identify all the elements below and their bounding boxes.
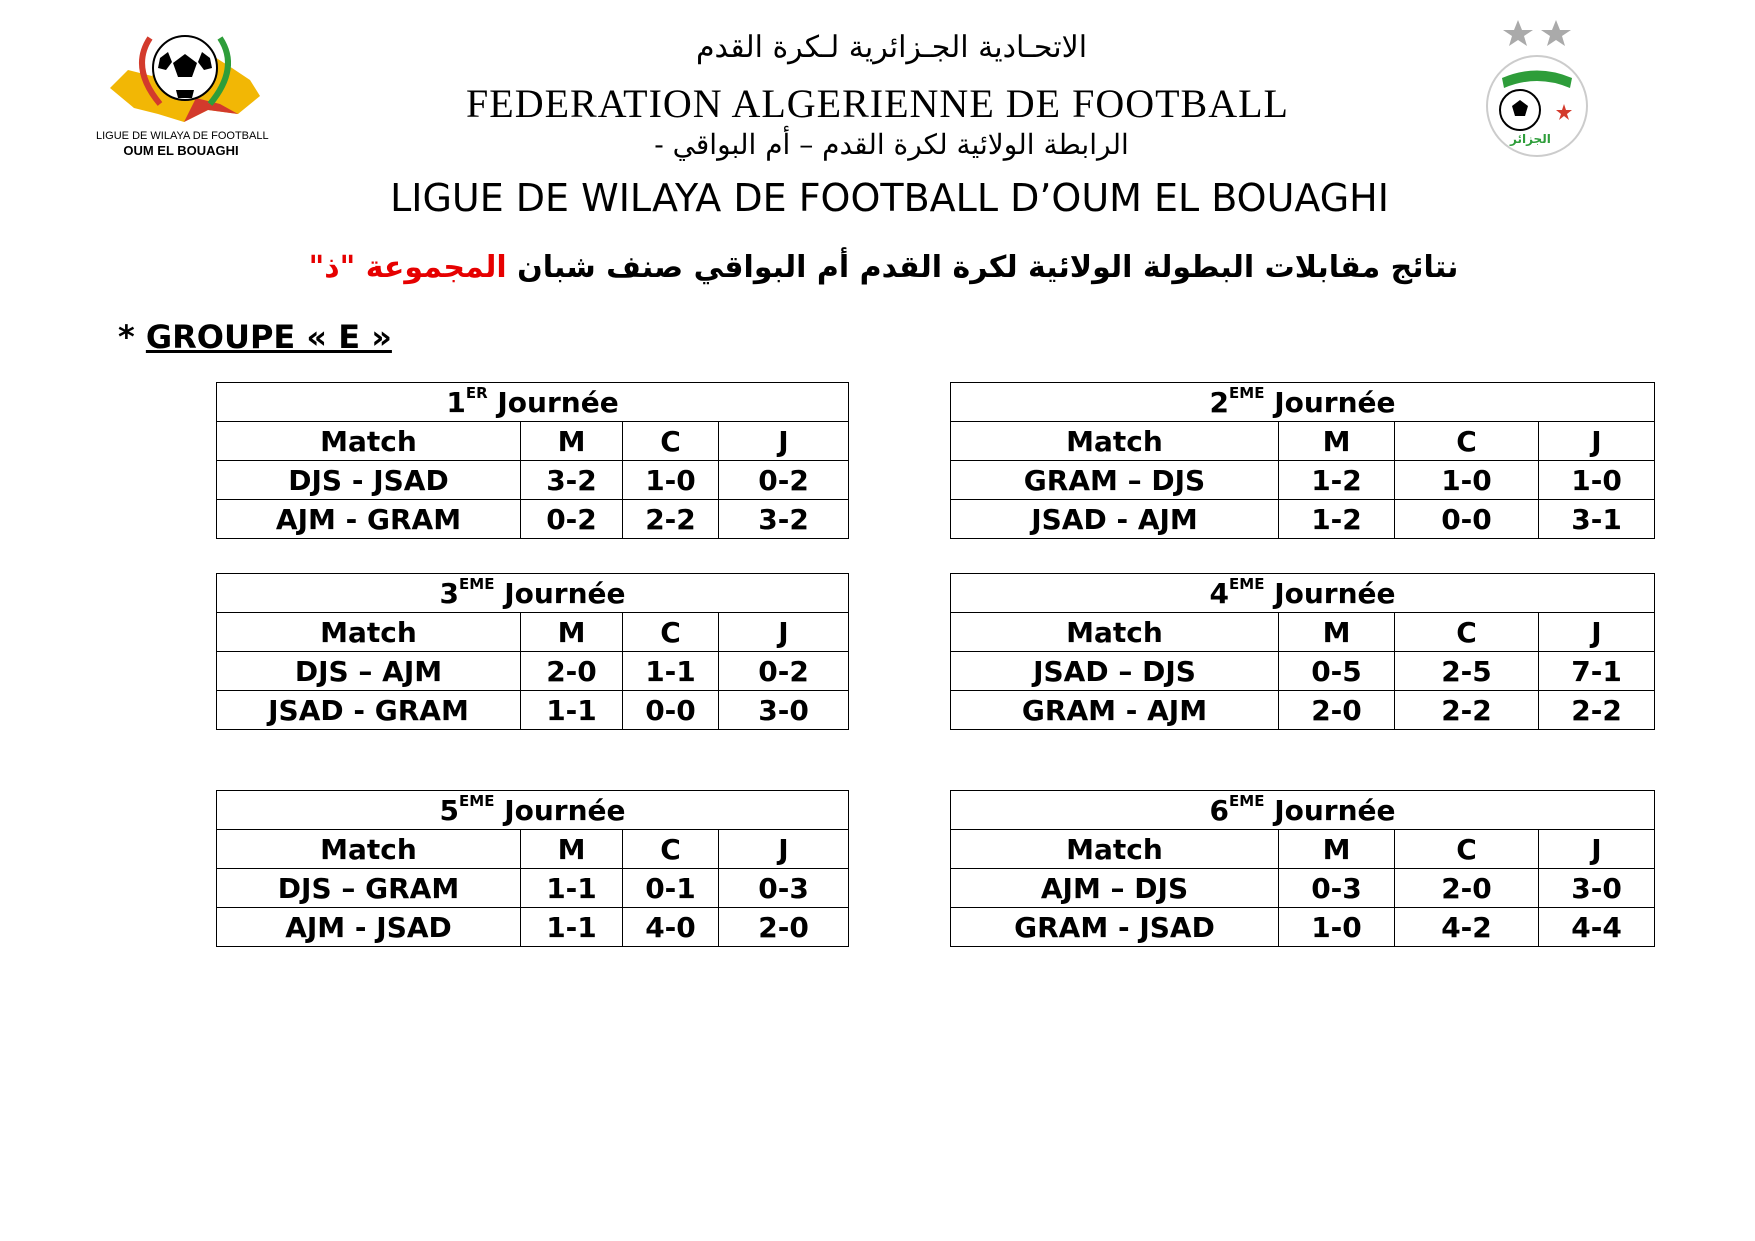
score-c-cell: 2-0 bbox=[1395, 869, 1539, 908]
score-m-cell: 1-2 bbox=[1279, 500, 1395, 539]
score-c-cell: 4-2 bbox=[1395, 908, 1539, 947]
score-m-cell: 0-3 bbox=[1279, 869, 1395, 908]
score-j-cell: 1-0 bbox=[1539, 461, 1655, 500]
table-row bbox=[217, 869, 849, 908]
column-header-m: M bbox=[521, 422, 623, 461]
journee-ordinal: EME bbox=[1229, 791, 1265, 810]
table-row bbox=[217, 652, 849, 691]
column-header-m: M bbox=[521, 613, 623, 652]
score-c-cell: 1-0 bbox=[1395, 461, 1539, 500]
column-header-j: J bbox=[1539, 613, 1655, 652]
match-cell: DJS – AJM bbox=[217, 652, 521, 691]
match-cell: GRAM – DJS bbox=[951, 461, 1279, 500]
score-c-cell: 0-1 bbox=[623, 869, 719, 908]
journee-label: Journée bbox=[1274, 576, 1396, 610]
table-row bbox=[951, 652, 1655, 691]
column-header-c: C bbox=[623, 422, 719, 461]
score-j-cell: 3-0 bbox=[719, 691, 849, 730]
column-header-j: J bbox=[719, 613, 849, 652]
column-header-match: Match bbox=[951, 830, 1279, 869]
table-row bbox=[217, 691, 849, 730]
journee-ordinal: ER bbox=[465, 383, 488, 402]
journee-number: 5 bbox=[439, 793, 460, 827]
results-title bbox=[6, 250, 1755, 285]
score-c-cell: 2-2 bbox=[623, 500, 719, 539]
column-header-match: Match bbox=[951, 613, 1279, 652]
column-header-match: Match bbox=[951, 422, 1279, 461]
journee-number: 4 bbox=[1209, 576, 1230, 610]
column-header-c: C bbox=[1395, 830, 1539, 869]
score-j-cell: 2-0 bbox=[719, 908, 849, 947]
score-m-cell: 1-0 bbox=[1279, 908, 1395, 947]
journee-ordinal: EME bbox=[459, 791, 495, 810]
score-j-cell: 4-4 bbox=[1539, 908, 1655, 947]
score-m-cell: 1-1 bbox=[521, 908, 623, 947]
score-m-cell: 0-5 bbox=[1279, 652, 1395, 691]
journee-table-1 bbox=[216, 382, 849, 539]
column-header-m: M bbox=[521, 830, 623, 869]
header-arabic-federation: الاتحـادية الجـزائرية لـكرة القدم bbox=[695, 30, 1088, 65]
score-c-cell: 0-0 bbox=[623, 691, 719, 730]
score-j-cell: 3-0 bbox=[1539, 869, 1655, 908]
journee-ordinal: EME bbox=[1229, 574, 1265, 593]
column-header-match: Match bbox=[217, 830, 521, 869]
journee-label: Journée bbox=[1274, 793, 1396, 827]
league-logo-caption-2: OUM EL BOUAGHI bbox=[123, 143, 239, 158]
match-cell: GRAM - JSAD bbox=[951, 908, 1279, 947]
score-c-cell: 2-5 bbox=[1395, 652, 1539, 691]
column-header-j: J bbox=[1539, 422, 1655, 461]
score-j-cell: 3-1 bbox=[1539, 500, 1655, 539]
score-c-cell: 2-2 bbox=[1395, 691, 1539, 730]
header-french-league: LIGUE DE WILAYA DE FOOTBALL D’OUM EL BOUAGHI bbox=[390, 176, 1389, 220]
score-c-cell: 0-0 bbox=[1395, 500, 1539, 539]
match-cell: JSAD - AJM bbox=[951, 500, 1279, 539]
match-cell: DJS - JSAD bbox=[217, 461, 521, 500]
league-logo-caption-1: LIGUE DE WILAYA DE FOOTBALL bbox=[96, 130, 269, 142]
score-m-cell: 3-2 bbox=[521, 461, 623, 500]
column-header-c: C bbox=[1395, 613, 1539, 652]
score-j-cell: 7-1 bbox=[1539, 652, 1655, 691]
match-cell: GRAM - AJM bbox=[951, 691, 1279, 730]
journee-number: 6 bbox=[1209, 793, 1230, 827]
journee-ordinal: EME bbox=[459, 574, 495, 593]
column-header-m: M bbox=[1279, 422, 1395, 461]
journee-table-3 bbox=[216, 573, 849, 730]
header-french-federation: FEDERATION ALGERIENNE DE FOOTBALL bbox=[466, 81, 1289, 126]
table-row bbox=[217, 500, 849, 539]
table-row bbox=[951, 869, 1655, 908]
journee-title bbox=[217, 383, 849, 422]
table-row bbox=[951, 461, 1655, 500]
match-cell: AJM - GRAM bbox=[217, 500, 521, 539]
journee-label: Journée bbox=[497, 385, 619, 419]
score-j-cell: 3-2 bbox=[719, 500, 849, 539]
journee-number: 1 bbox=[446, 385, 466, 419]
score-c-cell: 1-0 bbox=[623, 461, 719, 500]
table-row bbox=[951, 691, 1655, 730]
column-header-j: J bbox=[719, 830, 849, 869]
score-j-cell: 2-2 bbox=[1539, 691, 1655, 730]
journee-title bbox=[951, 383, 1655, 422]
score-c-cell: 4-0 bbox=[623, 908, 719, 947]
match-cell: JSAD – DJS bbox=[951, 652, 1279, 691]
column-header-match: Match bbox=[217, 422, 521, 461]
column-header-match: Match bbox=[217, 613, 521, 652]
group-label-prefix: * bbox=[118, 318, 146, 356]
journee-table-4 bbox=[950, 573, 1655, 730]
table-row bbox=[217, 461, 849, 500]
column-header-j: J bbox=[1539, 830, 1655, 869]
journee-title bbox=[951, 791, 1655, 830]
journee-number: 3 bbox=[439, 576, 460, 610]
federation-logo-caption: الجزائر bbox=[1510, 132, 1551, 146]
table-row bbox=[951, 908, 1655, 947]
table-row bbox=[217, 908, 849, 947]
score-j-cell: 0-3 bbox=[719, 869, 849, 908]
match-cell: AJM – DJS bbox=[951, 869, 1279, 908]
column-header-j: J bbox=[719, 422, 849, 461]
score-c-cell: 1-1 bbox=[623, 652, 719, 691]
score-m-cell: 2-0 bbox=[1279, 691, 1395, 730]
journee-title bbox=[217, 574, 849, 613]
journee-label: Journée bbox=[1274, 385, 1396, 419]
score-m-cell: 1-1 bbox=[521, 869, 623, 908]
score-j-cell: 0-2 bbox=[719, 461, 849, 500]
journee-title bbox=[217, 791, 849, 830]
journee-ordinal: EME bbox=[1229, 383, 1265, 402]
header-arabic-league: الرابطة الولائية لكرة القدم – أم البواقي - bbox=[654, 128, 1129, 161]
journee-table-6 bbox=[950, 790, 1655, 947]
journee-number: 2 bbox=[1209, 385, 1230, 419]
group-label-text: GROUPE « E » bbox=[145, 318, 392, 356]
score-m-cell: 2-0 bbox=[521, 652, 623, 691]
column-header-c: C bbox=[1395, 422, 1539, 461]
score-m-cell: 0-2 bbox=[521, 500, 623, 539]
match-cell: JSAD - GRAM bbox=[217, 691, 521, 730]
score-m-cell: 1-2 bbox=[1279, 461, 1395, 500]
journee-label: Journée bbox=[504, 793, 626, 827]
journee-table-5 bbox=[216, 790, 849, 947]
table-row bbox=[951, 500, 1655, 539]
score-j-cell: 0-2 bbox=[719, 652, 849, 691]
group-label bbox=[118, 318, 392, 356]
match-cell: DJS – GRAM bbox=[217, 869, 521, 908]
journee-table-2 bbox=[950, 382, 1655, 539]
column-header-m: M bbox=[1279, 613, 1395, 652]
match-cell: AJM - JSAD bbox=[217, 908, 521, 947]
journee-title bbox=[951, 574, 1655, 613]
results-title-group: المجموعة "ذ" bbox=[308, 250, 507, 285]
column-header-c: C bbox=[623, 830, 719, 869]
column-header-c: C bbox=[623, 613, 719, 652]
score-m-cell: 1-1 bbox=[521, 691, 623, 730]
journee-label: Journée bbox=[504, 576, 626, 610]
column-header-m: M bbox=[1279, 830, 1395, 869]
results-title-main: نتائج مقابلات البطولة الولائية لكرة القدم أم البواقي صنف شبان bbox=[517, 250, 1459, 285]
